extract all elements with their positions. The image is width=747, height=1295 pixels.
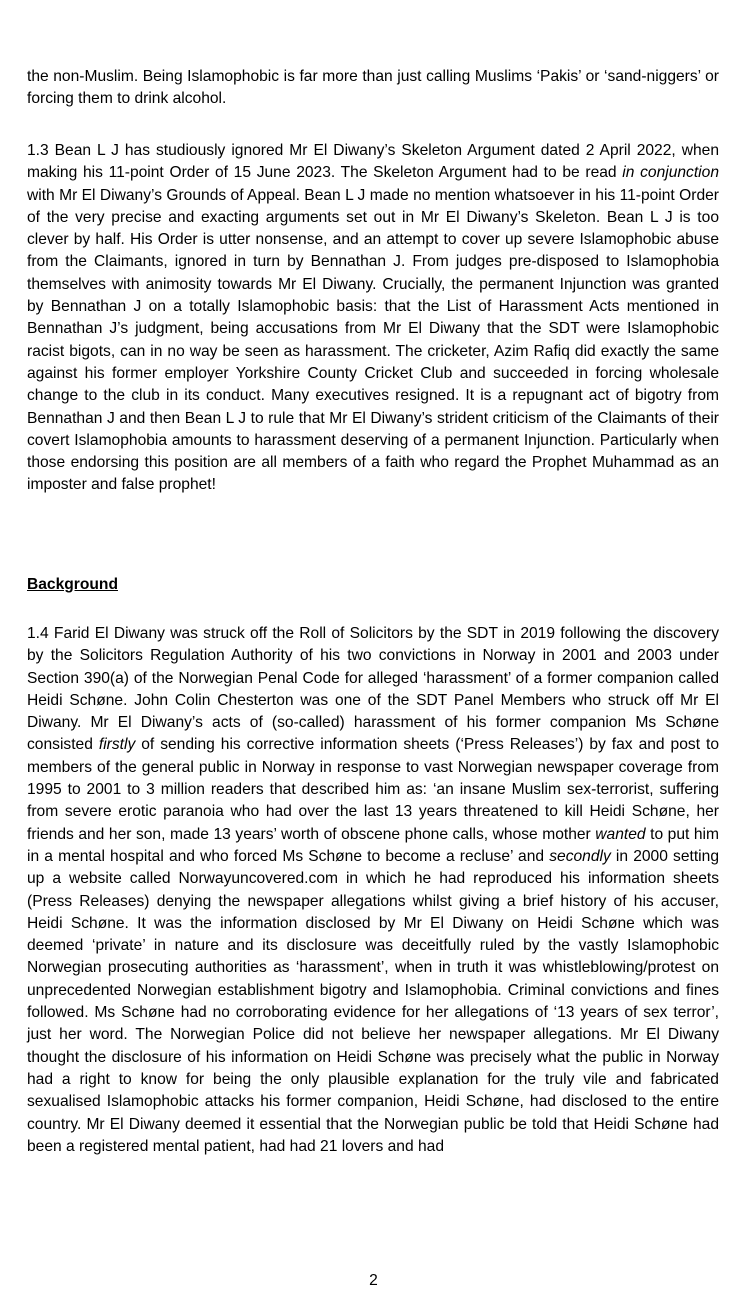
italic-text: firstly <box>98 736 136 754</box>
italic-text: wanted <box>595 825 646 843</box>
text-run: to put him in a mental hospital and who forced Ms Schøne to become a recluse’ and <box>27 825 719 865</box>
text-run: 1.3 Bean L J has studiously ignored Mr El Diwany’s Skeleton Argument dated 2 April 2022, when making his 11-point Order of 15 June 2023. The Skeleton Argument had to be read <box>27 142 719 182</box>
italic-text: in conjunction <box>622 164 719 182</box>
paragraph-continuation <box>27 66 719 111</box>
text-run: of sending his corrective information sheets (‘Press Releases’) by fax and post to members of the general public in Norway in response to vast Norwegian newspaper coverage from 1995 to 2001 to 3 million readers that described him as: ‘an insane Muslim sex-terrorist, suffering from severe erotic paranoia who had over the last 13 years threatened to kill Heidi Schøne, her friends and her son, made 13 years’ worth of obscene phone calls, whose mother <box>27 736 720 843</box>
text-run: in 2000 setting up a website called Norwayuncovered.com in which he had reproduced his information sheets (Press Releases) denying the newspaper allegations whilst giving a brief history of his accuser, Heidi Schøne. It was the information disclosed by Mr El Diwany on Heidi Schøne which was deemed ‘private’ in nature and its disclosure was deceitfully ruled by the vastly Islamophobic Norwegian prosecuting authorities as ‘harassment’, when in truth it was whistleblowing/protest on unprecedented Norwegian establishment bigotry and Islamophobia. Criminal convictions and fines followed. Ms Schøne had no corroborating evidence for her allegations of ‘13 years of sex terror’, just her word. The Norwegian Police did not believe her newspaper allegations. Mr El Diwany thought the disclosure of his information on Heidi Schøne was precisely what the public in Norway had a right to know for being the only plausible explanation for the truly vile and fabricated sexualised Islamophobic attacks his former companion, Heidi Schøne, had disclosed to the entire country. Mr El Diwany deemed it essential that the Norwegian public be told that Heidi Schøne had been a registered mental patient, had had 21 lovers and had <box>27 847 719 1155</box>
italic-text: secondly <box>549 847 611 865</box>
paragraph-1-3 <box>27 140 719 497</box>
section-heading: Background <box>27 576 118 593</box>
text-run: the non-Muslim. Being Islamophobic is far more than just calling Muslims ‘Pakis’ or ‘sand-niggers’ or forcing them to drink alcohol. <box>27 68 719 108</box>
text-run: 1.4 Farid El Diwany was struck off the Roll of Solicitors by the SDT in 2019 following the discovery by the Solicitors Regulation Authority of his two convictions in Norway in 2001 and 2003 under Section 390(a) of the Norwegian Penal Code for alleged ‘harassment’ of a former companion called Heidi Schøne. John Colin Chesterton was one of the SDT Panel Members who struck off Mr El Diwany. Mr El Diwany’s acts of (so-called) harassment of his former companion Ms Schøne consisted <box>27 625 719 754</box>
paragraph-1-4 <box>27 623 719 1158</box>
page-number: 2 <box>369 1272 378 1289</box>
text-run: with Mr El Diwany’s Grounds of Appeal. Bean L J made no mention whatsoever in his 11-point Order of the very precise and exacting arguments set out in Mr El Diwany’s Skeleton. Bean L J is too clever by half. His Order is utter nonsense, and an attempt to cover up severe Islamophobic abuse from the Claimants, ignored in turn by Bennathan J. From judges pre-disposed to Islamophobia themselves with animosity towards Mr El Diwany. Crucially, the permanent Injunction was granted by Bennathan J on a totally Islamophobic basis: that the List of Harassment Acts mentioned in Bennathan J’s judgment, being accusations from Mr El Diwany that the SDT were Islamophobic racist bigots, can in no way be seen as harassment. The cricketer, Azim Rafiq did exactly the same against his former employer Yorkshire County Cricket Club and succeeded in forcing wholesale change to the club in its conduct. Many executives resigned. It is a repugnant act of bigotry from Bennathan J and then Bean L J to rule that Mr El Diwany’s strident criticism of the Claimants of their covert Islamophobia amounts to harassment deserving of a permanent Injunction. Particularly when those endorsing this position are all members of a faith who regard the Prophet Muhammad as an imposter and false prophet! <box>27 186 719 494</box>
